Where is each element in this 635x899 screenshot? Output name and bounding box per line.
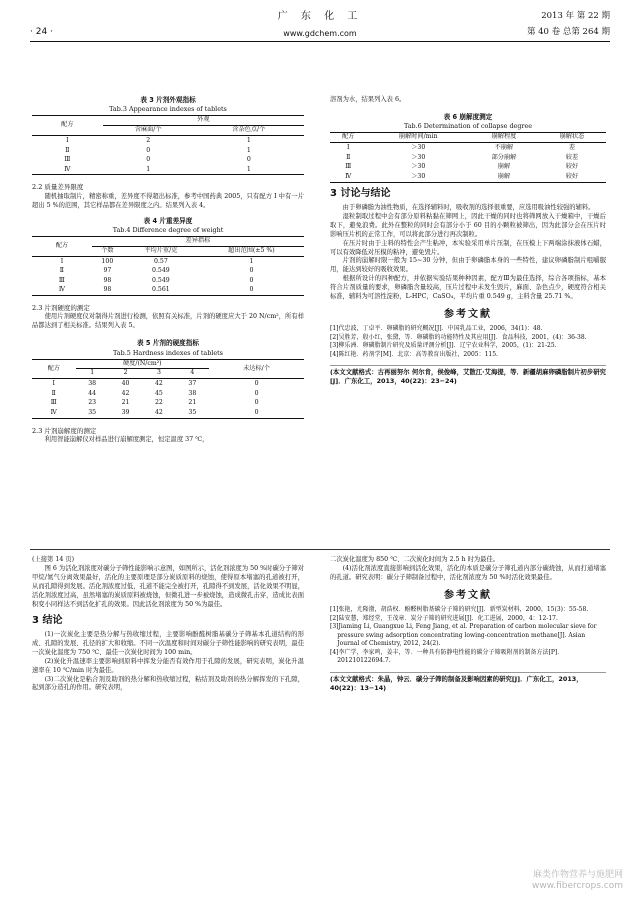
cell: 97: [103, 267, 112, 275]
cell: 部分崩解: [491, 153, 517, 161]
cell: Ⅲ: [345, 163, 352, 171]
section-2-2-body: 随机抽取制片，精密称重，差异度不得超出标准，参考中国药典 2005，只有配方 Ⅰ 中有一片超出 5 %的范围，其它样品都在差异限度之内。结果列入表 4。: [32, 192, 304, 209]
cell: 0: [146, 146, 151, 154]
cell: Ⅳ: [345, 173, 352, 181]
cell: 较好: [565, 163, 579, 171]
table3-header-c2: 含杂色点/个: [194, 126, 304, 136]
cell: 0.561: [152, 286, 170, 294]
paragraph: 在压片时由于主料的特性会产生粘冲，本实验采用单片压制，在压模上下两端涂抹液体石蜡，可以有效降低对压模的粘冲，避免毁片。: [330, 239, 606, 256]
cell: 0: [254, 409, 259, 417]
continued-from-note: (上接第 14 页): [32, 556, 75, 563]
table-row: [32, 285, 304, 295]
section-2-2-title: 2.2 质量差异限度: [32, 183, 84, 192]
section-2-3-body: 使用片剂硬度仪对制得片剂进行检测，依照有关标准，片剂的硬度应大于 20 N/cm²，所有样品都达到了相关标准。结果列入表 5。: [32, 313, 304, 330]
reference-item: [1]张艳，尤隆渤，胡浩权．酚醛树脂基碳分子筛的研究[J]．新型炭材料，2000，15(3)：55-58.: [330, 606, 589, 613]
conclusion-title: 3 结论: [32, 614, 63, 626]
cell: 35: [188, 409, 197, 417]
table3: [32, 115, 304, 175]
table5-header-group: 硬度/(N/cm²): [76, 359, 210, 369]
cell: 差: [568, 144, 576, 152]
cell: Ⅲ: [58, 276, 65, 284]
cell: 0: [246, 156, 251, 164]
cell: 0.57: [154, 257, 168, 265]
cell: Ⅰ: [66, 137, 69, 145]
table-row: [330, 162, 606, 172]
table4-header-group: 差异指标: [92, 237, 304, 247]
cell: 100: [101, 257, 114, 265]
cell: 42: [154, 409, 163, 417]
cell: 较差: [565, 153, 579, 161]
table6-header-c2: 崩解程度: [470, 133, 538, 143]
section-2-4-title: 2.3 片剂崩解度的测定: [32, 426, 97, 435]
cell: Ⅱ: [346, 153, 351, 161]
references-title: 参考文献: [444, 309, 492, 321]
cell: 35: [88, 409, 97, 417]
table6-header-formula: 配方: [330, 133, 367, 143]
cell: ＞30: [411, 163, 426, 171]
journal-title: 广 东 化 工: [277, 11, 363, 22]
table-row: [32, 389, 304, 399]
cell: 1: [246, 137, 251, 145]
cell: 0: [249, 267, 254, 275]
reference-item: [2]吴胜芳，殷小红，张黛，等．卵磷脂的功能特性及其应用[J]．食品科技，2001，(4)：36-38.: [330, 333, 587, 341]
table6-header-c1: 崩解时间/min: [367, 133, 470, 143]
continued-text: 溶剂为水，结果列入表 6。: [330, 96, 406, 103]
paragraph: 湿粒制取过程中会有部分原料粘黏在筛网上，因此干燥的同时也将筛网放入干燥箱中，干燥后取下，避免浪费。此外在整粒的同时会有部分小于 60 目的小颗粒被筛出，因为此部分会在压片时影响压片机的正常工作，可以将此部分进行再次制粒。: [330, 212, 606, 238]
table4-header-c1: 个数: [92, 246, 123, 256]
table5-caption: 表 5 片剂的硬度指标: [137, 339, 199, 348]
cell: Ⅳ: [64, 165, 71, 173]
table5-header-last: 未达标/个: [209, 359, 304, 379]
watermark: [532, 870, 623, 893]
table6-caption-en: Tab.6 Determination of collapse degree: [403, 122, 533, 131]
reference-item: [4]李广学，李家鸣，姜丰，等．一种具有防静电性能的碳分子筛吸附剂的制备方法[P]．201210122694.7.: [330, 648, 564, 665]
reference-item: [2]陆安慧，郑经堂，王茂章．炭分子筛的研究进展[J]．化工进展，2000，4：12-17.: [330, 614, 558, 622]
paragraph: 片剂的崩解时限一般为 15~30 分钟，但由于卵磷脂本身的一些特性，建议卵磷脂制片咀嚼服用，能达到较好的吸收效果。: [330, 257, 606, 274]
cell: 22: [154, 399, 163, 407]
cell: 2: [146, 137, 151, 145]
section-2-3-title: 2.3 片剂硬度的测定: [32, 304, 90, 313]
table-row: [32, 256, 304, 266]
cell: Ⅱ: [51, 389, 56, 397]
table4-caption: 表 4 片重差异度: [143, 216, 193, 225]
cell: Ⅲ: [64, 156, 71, 164]
cell: Ⅳ: [50, 409, 57, 417]
table-row: [32, 165, 304, 175]
volume-info: 第 40 卷 总第 264 期: [526, 27, 610, 37]
table3-caption-en: Tab.3 Appearance indexes of tablets: [109, 105, 227, 114]
cell: 0: [146, 156, 151, 164]
cell: 98: [103, 286, 112, 294]
cell: 崩解: [497, 173, 511, 181]
table-row: [330, 143, 606, 153]
paragraph: 二次炭化温度为 850 ℃、二次炭化时间为 2.5 h 时为最佳。: [330, 556, 500, 563]
cell: 1: [246, 146, 251, 154]
cell: 1: [249, 257, 254, 265]
header-rule: [30, 41, 610, 42]
cell: 21: [121, 399, 130, 407]
reference-item: [4]陈红艳．药剂学[M]．北京：高等教育出版社，2005：115.: [330, 350, 498, 358]
cell: Ⅲ: [50, 399, 57, 407]
cell: 38: [188, 389, 197, 397]
citation-format: (本文文献格式：古再丽努尔 何尔肯，侯俊峰，艾散江·艾海提，等．新疆胡麻卵磷脂制片初步研究[J]．广东化工，2013，40(22)：23−24): [330, 365, 606, 386]
paragraph: (4)活化剂浓度直接影响到活化效果，活化的本质是碳分子筛孔道内部分碳烧蚀，从而打通堵塞的孔道。研究表明：碳分子筛制备过程中，活化剂浓度为 50 %时活化效果最佳。: [330, 564, 606, 581]
table-row: [32, 379, 304, 389]
cell: ＞30: [411, 173, 426, 181]
table4-header-c2: 平均片重/克: [123, 246, 199, 256]
cell: 1: [246, 165, 251, 173]
page-number: · 24 ·: [30, 27, 53, 37]
table5-header-num: 2: [109, 369, 142, 379]
cell: 21: [188, 399, 197, 407]
table-row: [330, 172, 606, 182]
cell: ＞30: [411, 144, 426, 152]
table5-caption-en: Tab.5 Hardness indexes of tablets: [113, 348, 223, 357]
cell: 0: [254, 380, 259, 388]
cell: Ⅱ: [65, 146, 70, 154]
table4-caption-en: Tab.4 Difference degree of weight: [112, 225, 224, 234]
table4: [32, 236, 304, 296]
cell: 0: [254, 399, 259, 407]
cell: 0: [249, 286, 254, 294]
cell: 42: [154, 380, 163, 388]
table-row: [32, 408, 304, 418]
table-row: [32, 155, 304, 165]
cell: Ⅰ: [347, 144, 350, 152]
paragraph: (2)炭化升温速率主要影响到原料中挥发分能否有效作用于孔隙的发展，研究表明，炭化升温速率在 10 ℃/min 时为最佳。: [32, 657, 304, 674]
cell: 39: [121, 409, 130, 417]
table-row: [32, 146, 304, 156]
cell: 0: [249, 276, 254, 284]
table5-header-num: 1: [76, 369, 109, 379]
paragraph: 由于卵磷脂为油性物质，在选择辅料时，吸收剂的选择很重要，应选用吸油性较强的辅料。: [342, 203, 595, 211]
watermark-line: www.fibercrops.com: [532, 881, 623, 892]
cell: 44: [88, 389, 97, 397]
paragraph: 根据所设计的四种配方，并依据实验结果种种因素，配方Ⅲ为最佳选择，综合各项指标，基本符合片剂质量的要求，卵磷脂含量较高，压片过程中未发生毁片，麻面、杂色点少，硬度符合相关标准，辅料为可溶性淀粉，L-HPC，CaSO₄，平均片重 0.549 g，主料含量 25.71 %。: [330, 275, 606, 301]
cell: Ⅳ: [58, 286, 65, 294]
cell: 0.549: [152, 267, 170, 275]
cell: 0: [254, 389, 259, 397]
citation-format: (本文文献格式：朱晶，钟云．碳分子筛的制备及影响因素的研究[J]．广东化工，2013，40(22)：13−14): [330, 672, 606, 693]
cell: Ⅰ: [52, 380, 55, 388]
table6-caption: 表 6 崩解度测定: [443, 112, 493, 121]
cell: 45: [154, 389, 163, 397]
section-3-title: 3 讨论与结论: [330, 187, 391, 199]
right-column: [330, 96, 606, 387]
paragraph: 图 6 为活化剂浓度对碳分子筛性能影响示意图，如图所示，活化剂浓度为 50 %时碳分子筛对甲烷/氮气分离效果最好，活化的主要原理是部分炭质原料的烧蚀，使得原本堵塞的孔道被打开，从而孔隙得到发展。活化剂浓度过低，孔道不能完全被打开，孔隙得不到发展，活化效果不明显，活化剂浓度过高，虽然堵塞的炭质原料被烧蚀，但微孔进一步被烧蚀，造成微孔击穿，造成比表面积变小同样达不到活化扩孔的效果。因此活化剂浓度为 50 %为最佳。: [32, 564, 304, 608]
watermark-line: 麻类作物营养与施肥网: [532, 869, 623, 880]
table-row: [32, 398, 304, 408]
reference-item: [3]柳乐洲．卵磷脂制片研究及质量评测分析[J]．辽宁农业科学，2005，(1)：21-25.: [330, 342, 557, 350]
lower-left-column: [32, 556, 304, 693]
table5: [32, 359, 304, 419]
cell: 42: [121, 389, 130, 397]
cell: 23: [88, 399, 97, 407]
table3-caption: 表 3 片剂外观指标: [140, 96, 196, 104]
cell: 0.549: [152, 276, 170, 284]
table5-header-num: 4: [176, 369, 210, 379]
table4-header-formula: 配方: [32, 237, 92, 257]
table5-header-num: 3: [142, 369, 175, 379]
section-divider: [30, 549, 610, 550]
table-row: [330, 153, 606, 163]
reference-item: [3]Jiaming Li, Guangxue Li, Feng Jiang, et al. Preparation of carbon molecular sieve for pressure swing adsorption concentrating lowing-concentration methane[J]. Asian Journal of Chemistry, 2012, 24(2).: [330, 623, 597, 648]
cell: 37: [188, 380, 197, 388]
paragraph: (3)二次炭化是粘合剂及助剂的热分解和热收缩过程，粘结剂及助剂的热分解挥发的下孔隙，起到部分造孔的作用。研究表明，: [32, 675, 304, 692]
table-row: [32, 266, 304, 276]
cell: 98: [103, 276, 112, 284]
cell: 40: [121, 380, 130, 388]
year-issue: 2013 年 第 22 期: [541, 11, 610, 21]
cell: Ⅱ: [59, 267, 65, 275]
cell: 较好: [565, 173, 579, 181]
table6: [330, 132, 606, 182]
table3-header-group: 外观: [103, 116, 304, 126]
journal-url[interactable]: www.gdchem.com: [283, 29, 357, 38]
cell: 不崩解: [494, 144, 514, 152]
references-title: 参考文献: [444, 589, 492, 601]
left-column: [32, 96, 304, 445]
table-row: [32, 276, 304, 286]
paragraph: (1)一次炭化主要是热分解与热收缩过程，主要影响酚醛树脂基碳分子筛基本孔道结构的形成、孔隙的发展、孔径的扩大和收缩。不同一次温度和时间对碳分子筛性能影响的研究表明，最佳一次炭化温度为 750 ℃、最佳一次炭化时间为 100 min。: [32, 630, 304, 656]
table-row: [32, 136, 304, 146]
section-2-4-body: 利用智能崩解仪对样品进行崩解度测定，恒定温度 37 ℃，: [44, 435, 209, 443]
table3-header-c1: 含麻面/个: [103, 126, 194, 136]
page-header: [30, 8, 610, 46]
table4-header-c3: 超出范围(±5 %): [199, 246, 304, 256]
table5-header-formula: 配方: [32, 359, 76, 379]
table3-header-formula: 配方: [32, 116, 103, 136]
cell: 1: [146, 165, 151, 173]
cell: Ⅰ: [60, 257, 64, 265]
lower-right-column: [330, 556, 606, 693]
table6-header-c3: 崩解状态: [538, 133, 606, 143]
cell: 38: [88, 380, 97, 388]
reference-item: [1]代忠波，丁卓平．卵磷脂的研究概况[J]．中国乳品工业，2006，34(1)：48.: [330, 325, 543, 333]
cell: ＞30: [411, 153, 426, 161]
cell: 崩解: [497, 163, 511, 171]
